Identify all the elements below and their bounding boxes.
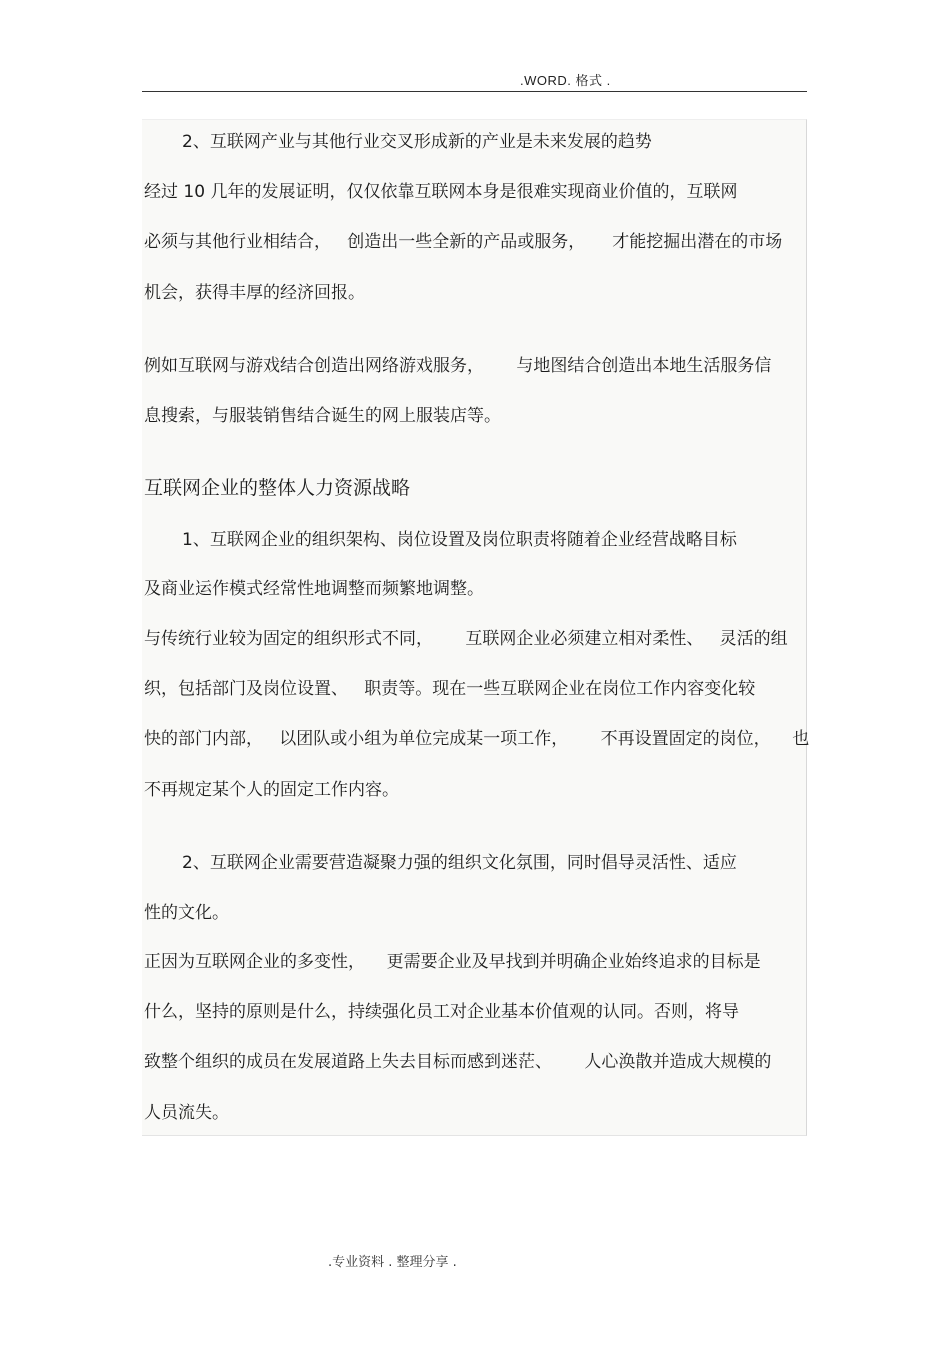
paragraph-line: 织，包括部门及岗位设置、 职责等。现在一些互联网企业在岗位工作内容变化较	[144, 679, 756, 699]
paragraph-line: 人员流失。	[144, 1103, 229, 1123]
paragraph-line: 机会，获得丰厚的经济回报。	[144, 283, 365, 303]
paragraph-line: 息搜索，与服装销售结合诞生的网上服装店等。	[144, 406, 501, 426]
header-text: .WORD. 格式 .	[520, 73, 611, 88]
paragraph-line: 经过 10 几年的发展证明，仅仅依靠互联网本身是很难实现商业价值的，互联网	[144, 182, 738, 202]
paragraph-heading-3: 2、互联网企业需要营造凝聚力强的组织文化氛围，同时倡导灵活性、适应	[182, 853, 737, 873]
paragraph-line: 性的文化。	[144, 903, 229, 923]
page-footer: .专业资料 . 整理分享 .	[328, 1255, 457, 1270]
paragraph-line: 什么，坚持的原则是什么，持续强化员工对企业基本价值观的认同。否则，将导	[144, 1002, 739, 1022]
paragraph-line: 正因为互联网企业的多变性， 更需要企业及早找到并明确企业始终追求的目标是	[144, 952, 761, 972]
paragraph-line: 致整个组织的成员在发展道路上失去目标而感到迷茫、 人心涣散并造成大规模的	[144, 1052, 772, 1072]
paragraph-line: 例如互联网与游戏结合创造出网络游戏服务， 与地图结合创造出本地生活服务信	[144, 356, 772, 376]
paragraph-line: 及商业运作模式经常性地调整而频繁地调整。	[144, 579, 484, 599]
header-divider	[142, 91, 807, 92]
section-heading: 互联网企业的整体人力资源战略	[144, 477, 411, 499]
paragraph-heading-1: 2、互联网产业与其他行业交叉形成新的产业是未来发展的趋势	[182, 132, 652, 152]
paragraph-heading-2: 1、互联网企业的组织架构、岗位设置及岗位职责将随着企业经营战略目标	[182, 530, 737, 550]
paragraph-line: 必须与其他行业相结合， 创造出一些全新的产品或服务， 才能挖掘出潜在的市场	[144, 232, 783, 252]
paragraph-line: 不再规定某个人的固定工作内容。	[144, 780, 399, 800]
paragraph-line: 快的部门内部， 以团队或小组为单位完成某一项工作， 不再设置固定的岗位， 也	[144, 729, 810, 749]
paragraph-line: 与传统行业较为固定的组织形式不同， 互联网企业必须建立相对柔性、 灵活的组	[144, 629, 788, 649]
